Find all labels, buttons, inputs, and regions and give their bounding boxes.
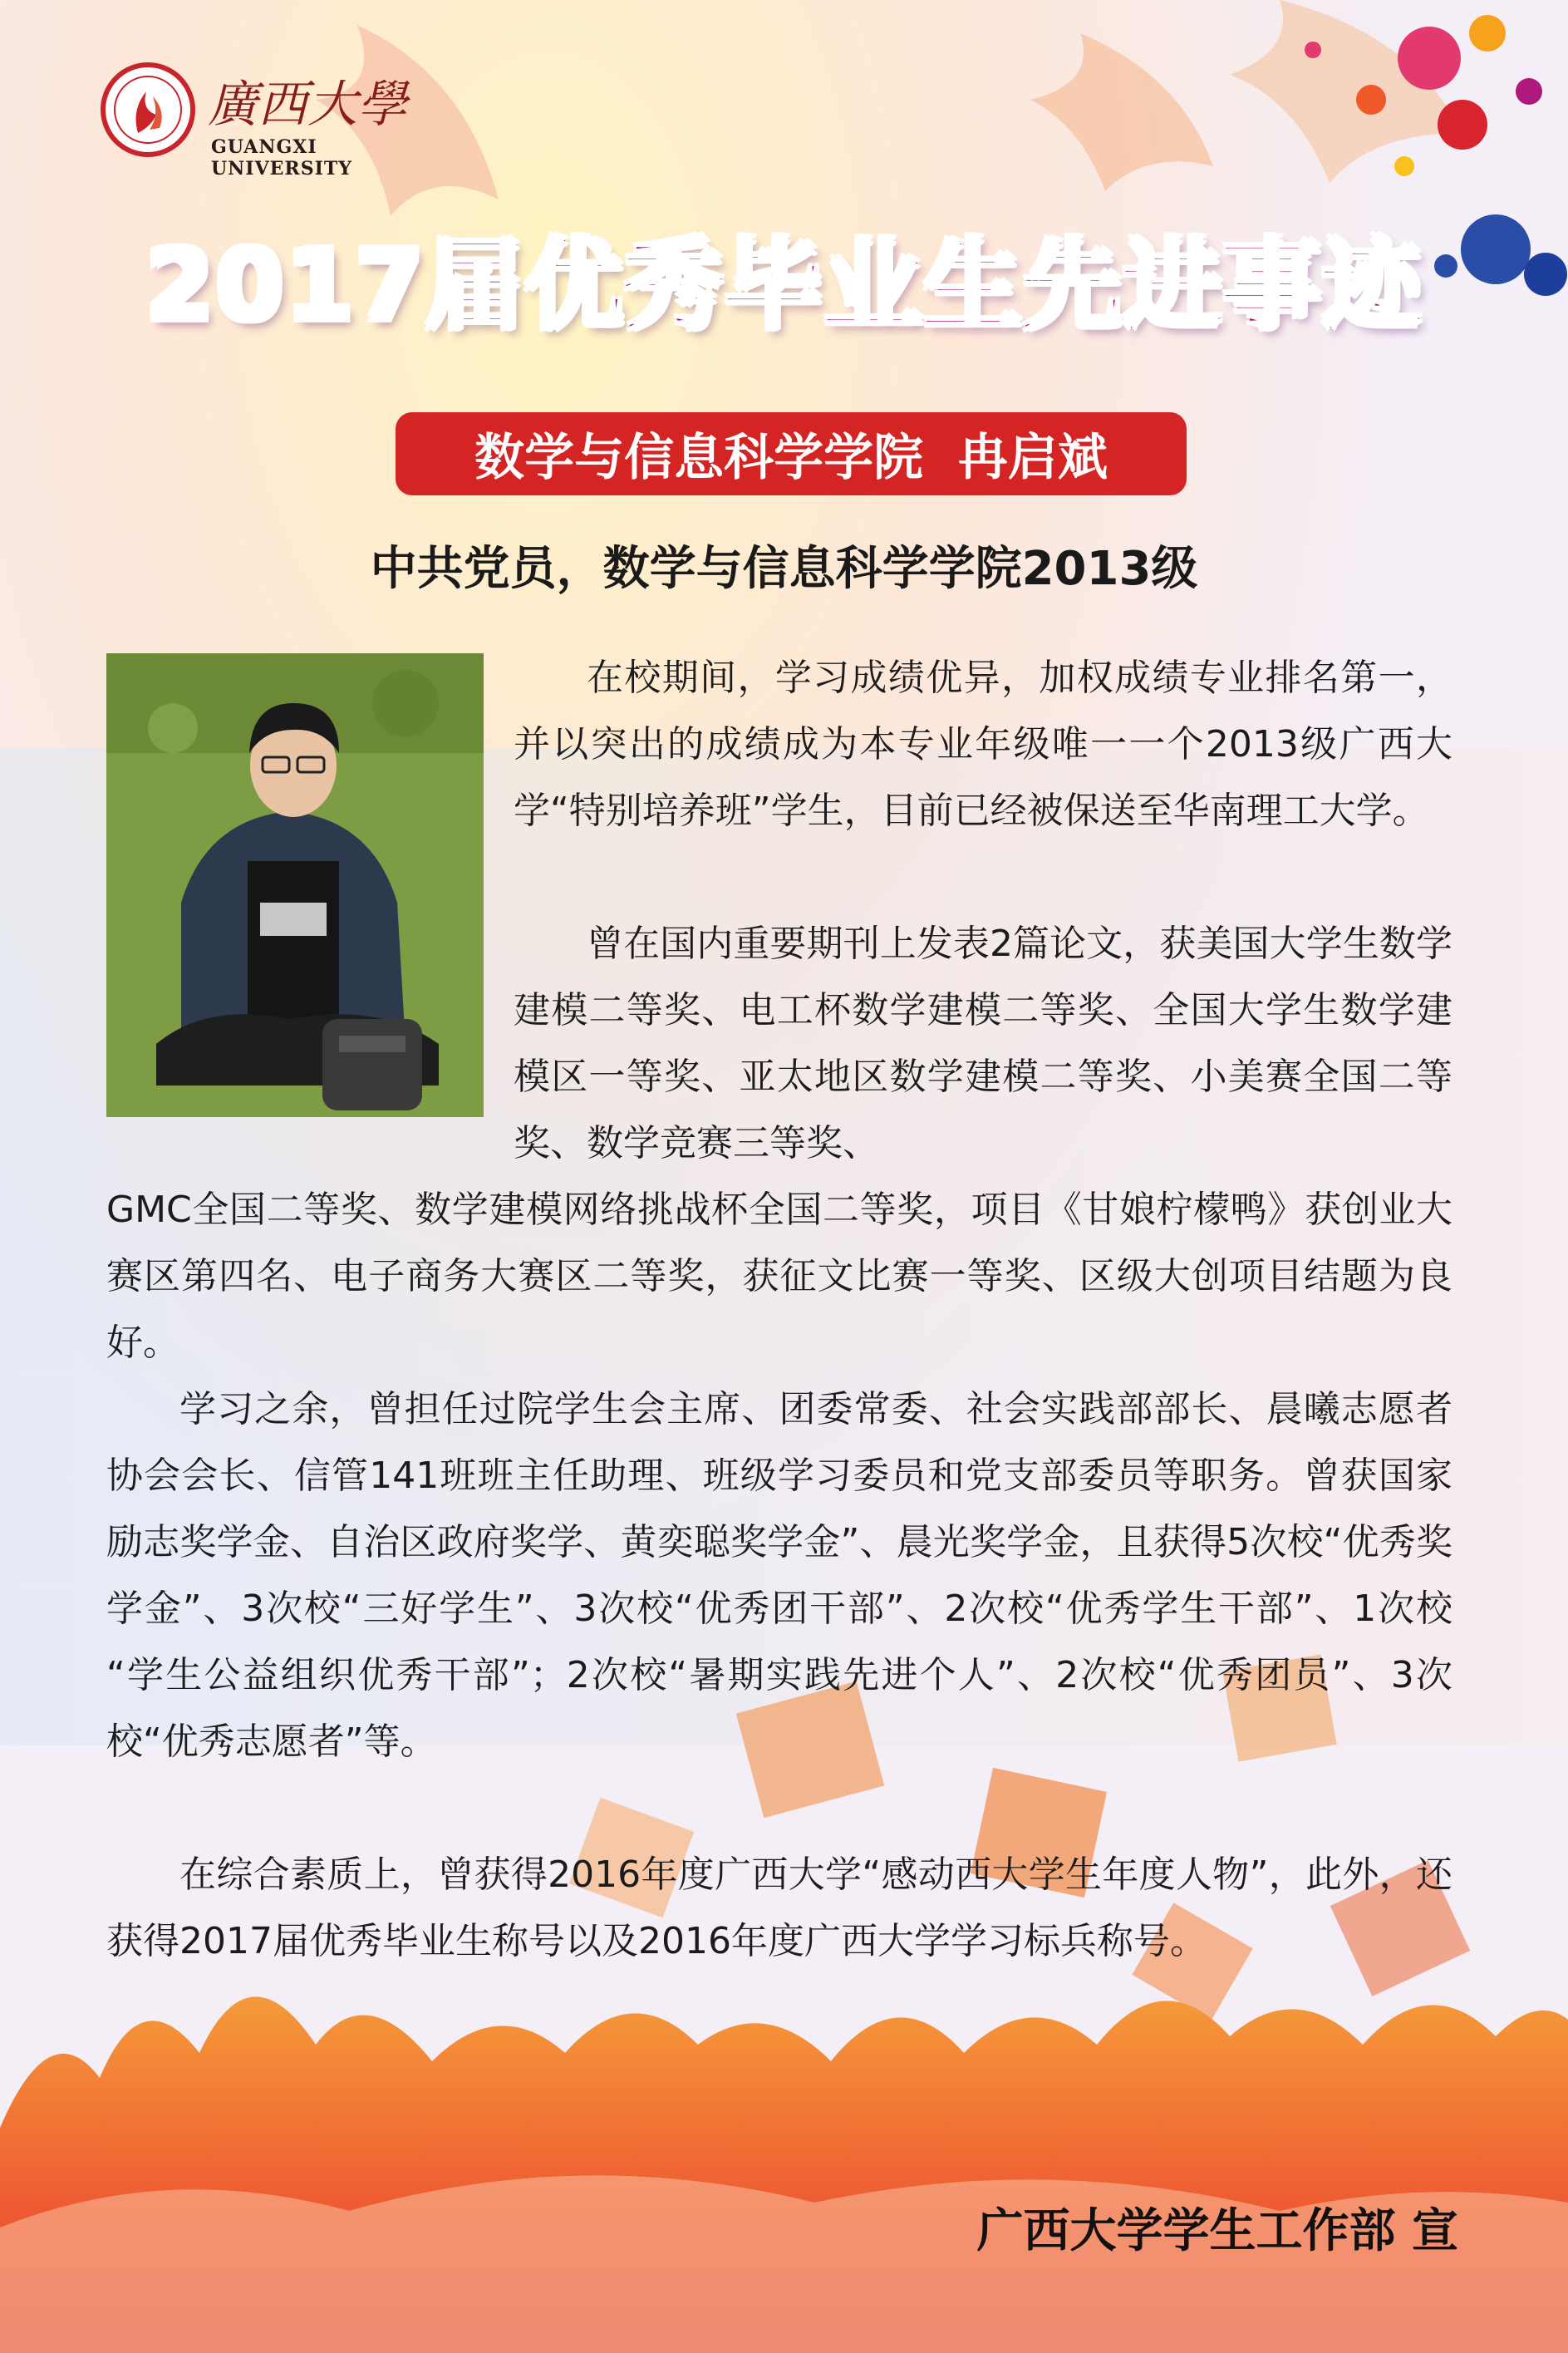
university-name-cn: 廣西大學 xyxy=(208,76,407,134)
university-logo xyxy=(98,60,464,180)
student-portrait-image xyxy=(106,653,484,1117)
university-name-en: GUANGXI UNIVERSITY xyxy=(211,136,352,180)
paragraph-awards-continued: GMC全国二等奖、数学建模网络挑战杯全国二等奖，项目《甘娘柠檬鸭》获创业大赛区第四名、电子商务大赛区二等奖，获征文比赛一等奖、区级大创项目结题为良好。 xyxy=(106,1189,1452,1364)
paragraph-leadership: 学习之余，曾担任过院学生会主席、团委常委、社会实践部部长、晨曦志愿者协会会长、信管141班班主任助理、班级学习委员和党支部委员等职务。曾获国家励志奖学金、自治区政府奖学、黄奕聪奖学金”、晨光奖学金，且获得5次校“优秀奖学金”、3次校“三好学生”、3次校“优秀团干部”、2次校“优秀学生干部”、1次校 “学生公益组织优秀干部”；2次校“暑期实践先进个人”、2次校“优秀团员”、3次校“优秀志愿者”等。 xyxy=(106,1388,1452,1763)
student-photo xyxy=(106,653,484,1117)
paragraph-awards: 曾在国内重要期刊上发表2篇论文，获美国大学生数学建模二等奖、电工杯数学建模二等奖、全国大学生数学建模区一等奖、亚太地区数学建模二等奖、小美赛全国二等奖、数学竞赛三等奖、 xyxy=(514,923,1452,1164)
student-subtitle: 中共党员，数学与信息科学学院2013级 xyxy=(370,542,1198,596)
publisher-footer: 广西大学学生工作部 宣 xyxy=(976,2204,1458,2258)
poster-title: 2017届优秀毕业生先进事迹 xyxy=(145,228,1423,342)
department-name-badge: 数学与信息科学学院 冉启斌 xyxy=(396,412,1187,495)
paragraph-overall-quality: 在综合素质上，曾获得2016年度广西大学“感动西大学生年度人物”，此外，还获得2017届优秀毕业生称号以及2016年度广西大学学习标兵称号。 xyxy=(106,1853,1452,1962)
paragraph-academics: 在校期间，学习成绩优异，加权成绩专业排名第一，并以突出的成绩成为本专业年级唯一一个2013级广西大学“特别培养班”学生，目前已经被保送至华南理工大学。 xyxy=(514,657,1452,832)
